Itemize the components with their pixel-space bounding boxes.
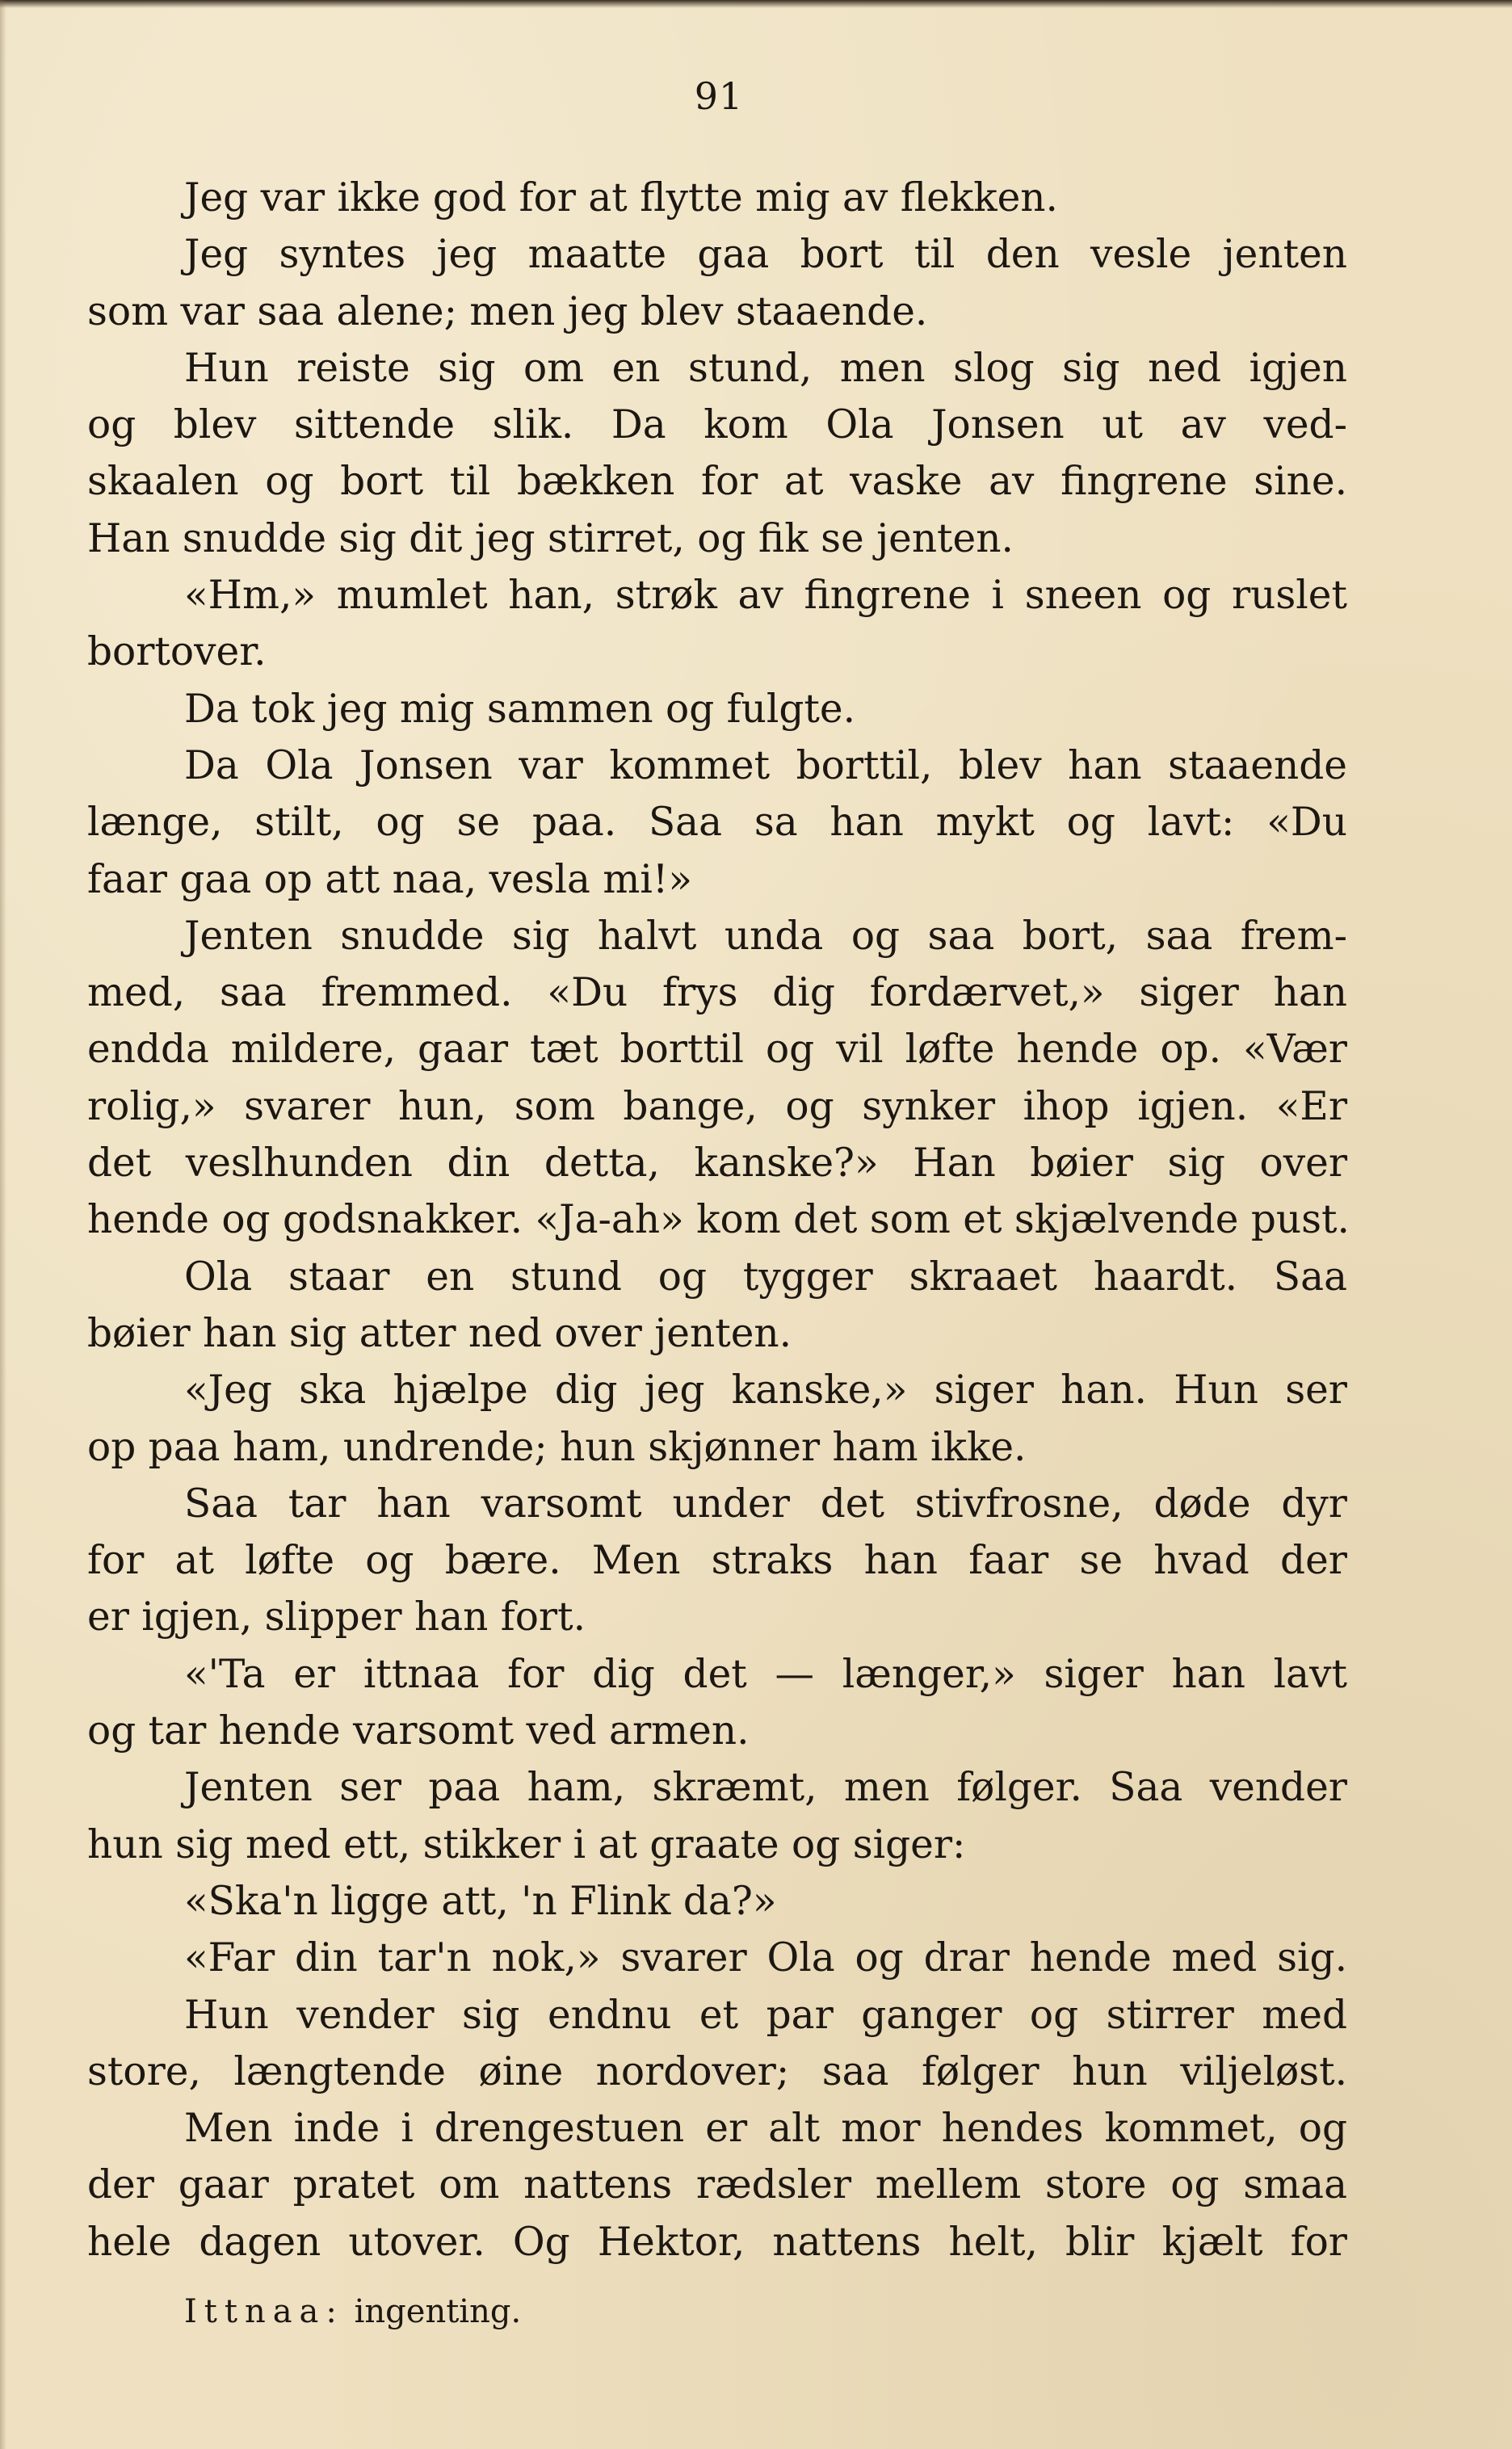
footnote-term: Ittnaa: xyxy=(184,2293,344,2330)
text-line: rolig,» svarer hun, som bange, og synker ihop igjen. «Er xyxy=(87,1083,1347,1129)
text-line: med, saa fremmed. «Du frys dig fordærvet,» siger han xyxy=(87,970,1347,1016)
text-line: bortover. xyxy=(87,629,267,675)
text-line: Jenten snudde sig halvt unda og saa bort, saa frem- xyxy=(184,913,1347,959)
text-line: Da tok jeg mig sammen og fulgte. xyxy=(184,686,856,732)
text-line: Ola staar en stund og tygger skraaet haardt. Saa xyxy=(184,1254,1347,1300)
page-left-edge xyxy=(0,0,6,2449)
text-line: Hun vender sig endnu et par ganger og stirrer med xyxy=(184,1992,1347,2038)
text-line: Jeg var ikke god for at flytte mig av flekken. xyxy=(184,175,1058,221)
text-line: Jeg syntes jeg maatte gaa bort til den vesle jenten xyxy=(184,232,1347,278)
text-line: Hun reiste sig om en stund, men slog sig ned igjen xyxy=(184,345,1347,391)
text-line: endda mildere, gaar tæt borttil og vil løfte hende op. «Vær xyxy=(87,1027,1347,1073)
page-top-edge xyxy=(0,0,1512,8)
text-line: bøier han sig atter ned over jenten. xyxy=(87,1310,792,1356)
text-line: «Hm,» mumlet han, strøk av fingrene i sneen og ruslet xyxy=(184,573,1347,619)
text-line: længe, stilt, og se paa. Saa sa han mykt og lavt: «Du xyxy=(87,800,1347,846)
text-line: og tar hende varsomt ved armen. xyxy=(87,1708,750,1754)
text-line: Saa tar han varsomt under det stivfrosne, døde dyr xyxy=(184,1481,1347,1527)
body-text xyxy=(87,170,1350,2270)
text-line: «'Ta er ittnaa for dig det — længer,» siger han lavt xyxy=(184,1651,1347,1697)
text-line: og blev sittende slik. Da kom Ola Jonsen ut av ved- xyxy=(87,402,1347,448)
text-line: for at løfte og bære. Men straks han faar se hvad der xyxy=(87,1538,1347,1584)
text-line: der gaar pratet om nattens rædsler mellem store og smaa xyxy=(87,2162,1347,2208)
text-line: som var saa alene; men jeg blev staaende. xyxy=(87,288,928,334)
text-line: «Far din tar'n nok,» svarer Ola og drar hende med sig. xyxy=(184,1935,1347,1981)
text-line: hende og godsnakker. «Ja-ah» kom det som et skjælvende pust. xyxy=(87,1197,1350,1243)
text-line: det veslhunden din detta, kanske?» Han bøier sig over xyxy=(87,1140,1347,1187)
text-line: Men inde i drengestuen er alt mor hendes kommet, og xyxy=(184,2106,1347,2152)
text-line: hun sig med ett, stikker i at graate og siger: xyxy=(87,1821,966,1867)
text-line: faar gaa op att naa, vesla mi!» xyxy=(87,856,693,902)
text-line: er igjen, slipper han fort. xyxy=(87,1594,586,1640)
text-line: hele dagen utover. Og Hektor, nattens helt, blir kjælt for xyxy=(87,2219,1347,2265)
text-line: skaalen og bort til bækken for at vaske av fingrene sine. xyxy=(87,459,1347,505)
text-line: Da Ola Jonsen var kommet borttil, blev han staaende xyxy=(184,742,1347,788)
text-line: «Ska'n ligge att, 'n Flink da?» xyxy=(184,1878,777,1924)
text-line: store, længtende øine nordover; saa følger hun viljeløst. xyxy=(87,2048,1347,2094)
footnote xyxy=(184,2289,521,2334)
text-line: op paa ham, undrende; hun skjønner ham ikke. xyxy=(87,1424,1027,1470)
page-number: 91 xyxy=(694,74,744,118)
text-line: «Jeg ska hjælpe dig jeg kanske,» siger han. Hun ser xyxy=(184,1367,1347,1414)
text-line: Jenten ser paa ham, skræmt, men følger. Saa vender xyxy=(184,1765,1347,1811)
footnote-definition: ingenting. xyxy=(354,2293,522,2330)
text-line: Han snudde sig dit jeg stirret, og fik se jenten. xyxy=(87,515,1014,561)
